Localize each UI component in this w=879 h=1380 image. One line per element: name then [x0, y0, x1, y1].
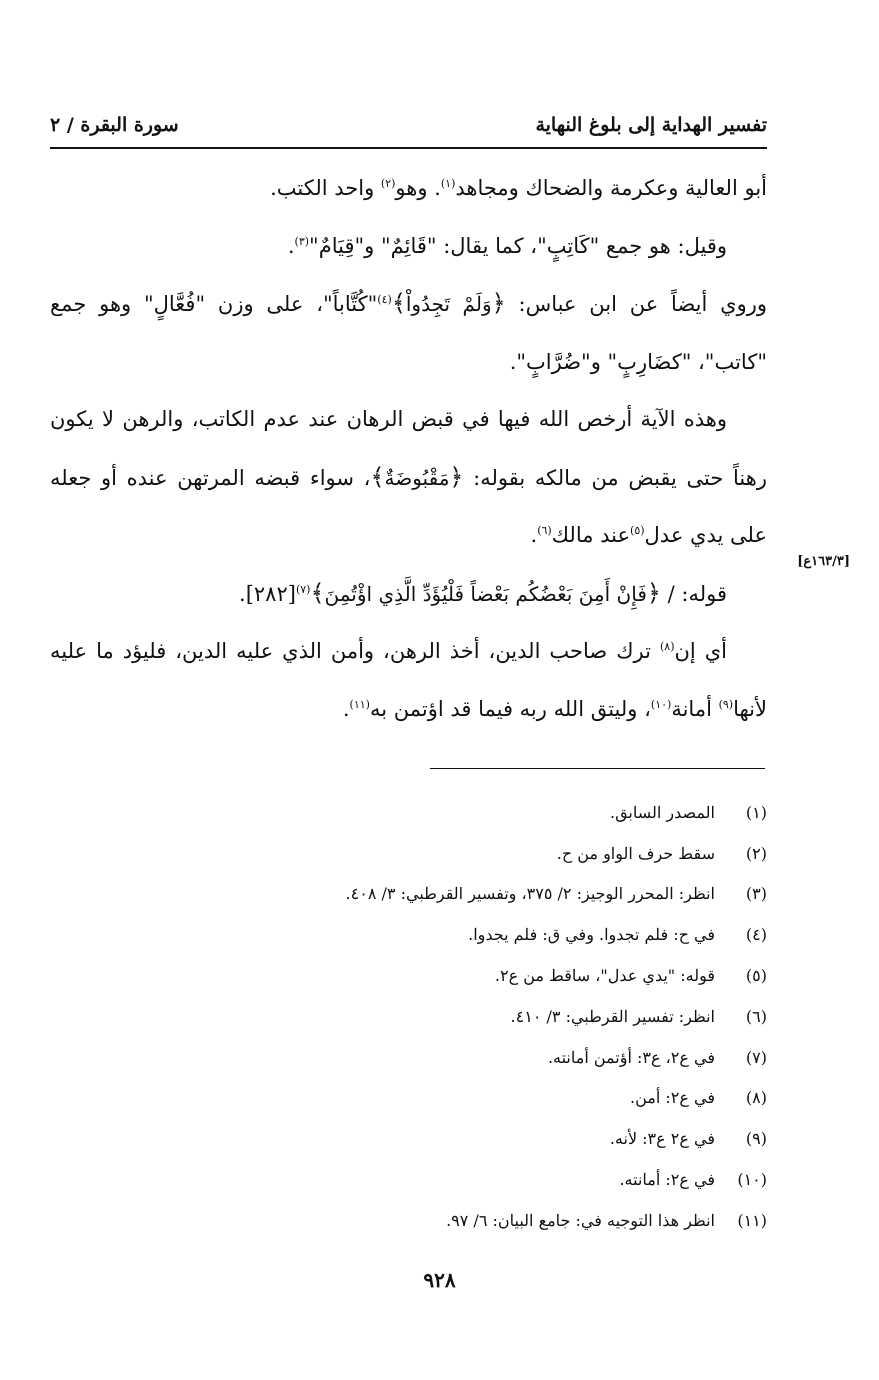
footnote-text: انظر: تفسير القرطبي: ٣/ ٤١٠.: [510, 1006, 715, 1026]
footnote-ref[interactable]: (٥): [630, 524, 645, 537]
footnote-ref[interactable]: (٧): [295, 582, 311, 596]
footnote-ref[interactable]: (٢): [380, 177, 396, 190]
footnote-item: [207, 874, 767, 915]
footnote-item: [207, 1037, 767, 1078]
quran-ornament-close: ﴾: [391, 289, 406, 317]
footnote-number: (٩): [745, 1129, 767, 1149]
footnote-item: [207, 1200, 767, 1241]
text-run: أي إن: [674, 639, 728, 663]
text-run: [٢٨٢].: [239, 581, 296, 606]
footnote-ref[interactable]: (١١): [349, 697, 370, 711]
text-run: .: [342, 696, 350, 721]
paragraph: [50, 218, 767, 276]
footnote-ref[interactable]: (٤): [377, 293, 392, 306]
footnote-ref[interactable]: (٩): [718, 697, 734, 711]
footnote-text: في ح: فلم تجدوا. وفي ق: فلم يجدوا.: [468, 925, 715, 945]
footnote-number: (١٠): [737, 1170, 767, 1190]
footnote-text: قوله: "يدي عدل"، ساقط من ع٢.: [494, 966, 715, 986]
footnote-ref[interactable]: (٨): [659, 640, 675, 653]
paragraph: [50, 391, 767, 565]
text-run: ، سواء قبضه المرتهن عنده أو جعله على يدي عدل: [50, 465, 767, 547]
footnote-number: (٦): [745, 1006, 767, 1026]
text-run: .: [287, 233, 295, 258]
footnote-ref[interactable]: (١): [440, 177, 456, 190]
footnote-item: [207, 996, 767, 1037]
paragraph: [50, 565, 767, 624]
footnote-text: انظر: المحرر الوجيز: ٢/ ٣٧٥، وتفسير القرطبي: ٣/ ٤٠٨.: [345, 884, 715, 904]
footnote-text: في ع٢: أمانته.: [619, 1170, 715, 1190]
text-run: ترك صاحب الدين، أخذ الرهن، وأمن الذي عليه الدين، فليؤد ما عليه لأنها: [50, 639, 767, 721]
text-run: وهذه الآية أرخص الله فيها في قبض الرهان عند عدم الكاتب، والرهن لا يكون رهناً حتى يقبض من مالكه بقوله:: [50, 407, 767, 490]
footnote-text: انظر هذا التوجيه في: جامع البيان: ٦/ ٩٧.: [446, 1210, 715, 1230]
footnote-number: (٣): [745, 884, 767, 904]
quran-quote: فَإِنْ أَمِنَ بَعْضُكُم بَعْضاً فَلْيُؤَدِّ الَّذِي اؤْتُمِنَ: [324, 581, 647, 606]
quran-quote: وَلَمْ تَجِدُواْ: [405, 292, 492, 316]
footnote-separator: [430, 768, 765, 769]
header-rule: [50, 147, 767, 149]
footnote-item: [207, 914, 767, 955]
footnote-number: (٤): [745, 925, 767, 945]
footnote-number: (٧): [745, 1047, 767, 1067]
footnote-item: [207, 792, 767, 833]
text-run: وقيل: هو جمع "كَاتِبٍ"، كما يقال: "قَائِمٌ" و"قِيَامٌ": [309, 233, 727, 258]
text-run: . وهو: [395, 176, 441, 200]
page-number: ٩٢٨: [423, 1268, 456, 1292]
surah-title: سورة البقرة / ٢: [50, 114, 179, 136]
footnote-item: [207, 1159, 767, 1200]
text-run: "كُتَّاباً"، على وزن "فُعَّالٍ" وهو جمع "كاتب"، "كضَارِبٍ" و"ضُرَّابٍ".: [50, 292, 767, 374]
quran-ornament-open: ﴿: [491, 289, 506, 317]
quran-ornament-close: ﴾: [370, 462, 385, 491]
footnote-text: في ع٢ ع٣: لأنه.: [609, 1129, 715, 1149]
text-run: .: [530, 523, 538, 547]
footnote-text: في ع٢: أمن.: [630, 1088, 715, 1108]
footnote-item: [207, 833, 767, 874]
footnote-ref[interactable]: (٣): [294, 234, 310, 248]
quran-ornament-open: ﴿: [449, 462, 464, 491]
text-run: قوله: /: [660, 581, 727, 606]
footnote-item: [207, 955, 767, 996]
footnote-number: (٥): [745, 966, 767, 986]
paragraph: [50, 275, 767, 391]
manuscript-folio-marker: [١٦٣/٣ع]: [797, 554, 850, 569]
quran-quote: مَقْبُوضَةٌ: [384, 465, 450, 490]
running-header: [50, 100, 767, 136]
footnotes: [207, 792, 767, 1241]
text-run: وروي أيضاً عن ابن عباس:: [505, 292, 768, 316]
text-run: أبو العالية وعكرمة والضحاك ومجاهد: [455, 176, 767, 200]
footnote-ref[interactable]: (١٠): [650, 697, 672, 711]
text-run: ، وليتق الله ربه فيما قد اؤتمن به: [369, 696, 651, 721]
text-run: واحد الكتب.: [270, 176, 381, 200]
footnote-item: [207, 1118, 767, 1159]
footnote-text: في ع٢، ع٣: أؤتمن أمانته.: [547, 1047, 715, 1067]
text-run: أمانة: [671, 696, 719, 721]
quran-ornament-open: ﴿: [646, 578, 661, 607]
footnote-ref[interactable]: (٦): [537, 524, 552, 537]
footnote-item: [207, 1078, 767, 1119]
footnote-text: سقط حرف الواو من ح.: [556, 843, 715, 863]
text-run: عند مالك: [551, 523, 631, 547]
paragraph: [50, 623, 767, 738]
footnote-number: (٨): [745, 1088, 767, 1108]
paragraph: [50, 160, 767, 218]
book-title: تفسير الهداية إلى بلوغ النهاية: [535, 114, 767, 136]
footnote-number: (١١): [737, 1210, 767, 1230]
quran-ornament-close: ﴾: [310, 578, 325, 607]
footnote-number: (١): [745, 802, 767, 822]
footnote-number: (٢): [745, 843, 767, 863]
footnote-text: المصدر السابق.: [609, 802, 715, 822]
main-text: [50, 160, 767, 738]
